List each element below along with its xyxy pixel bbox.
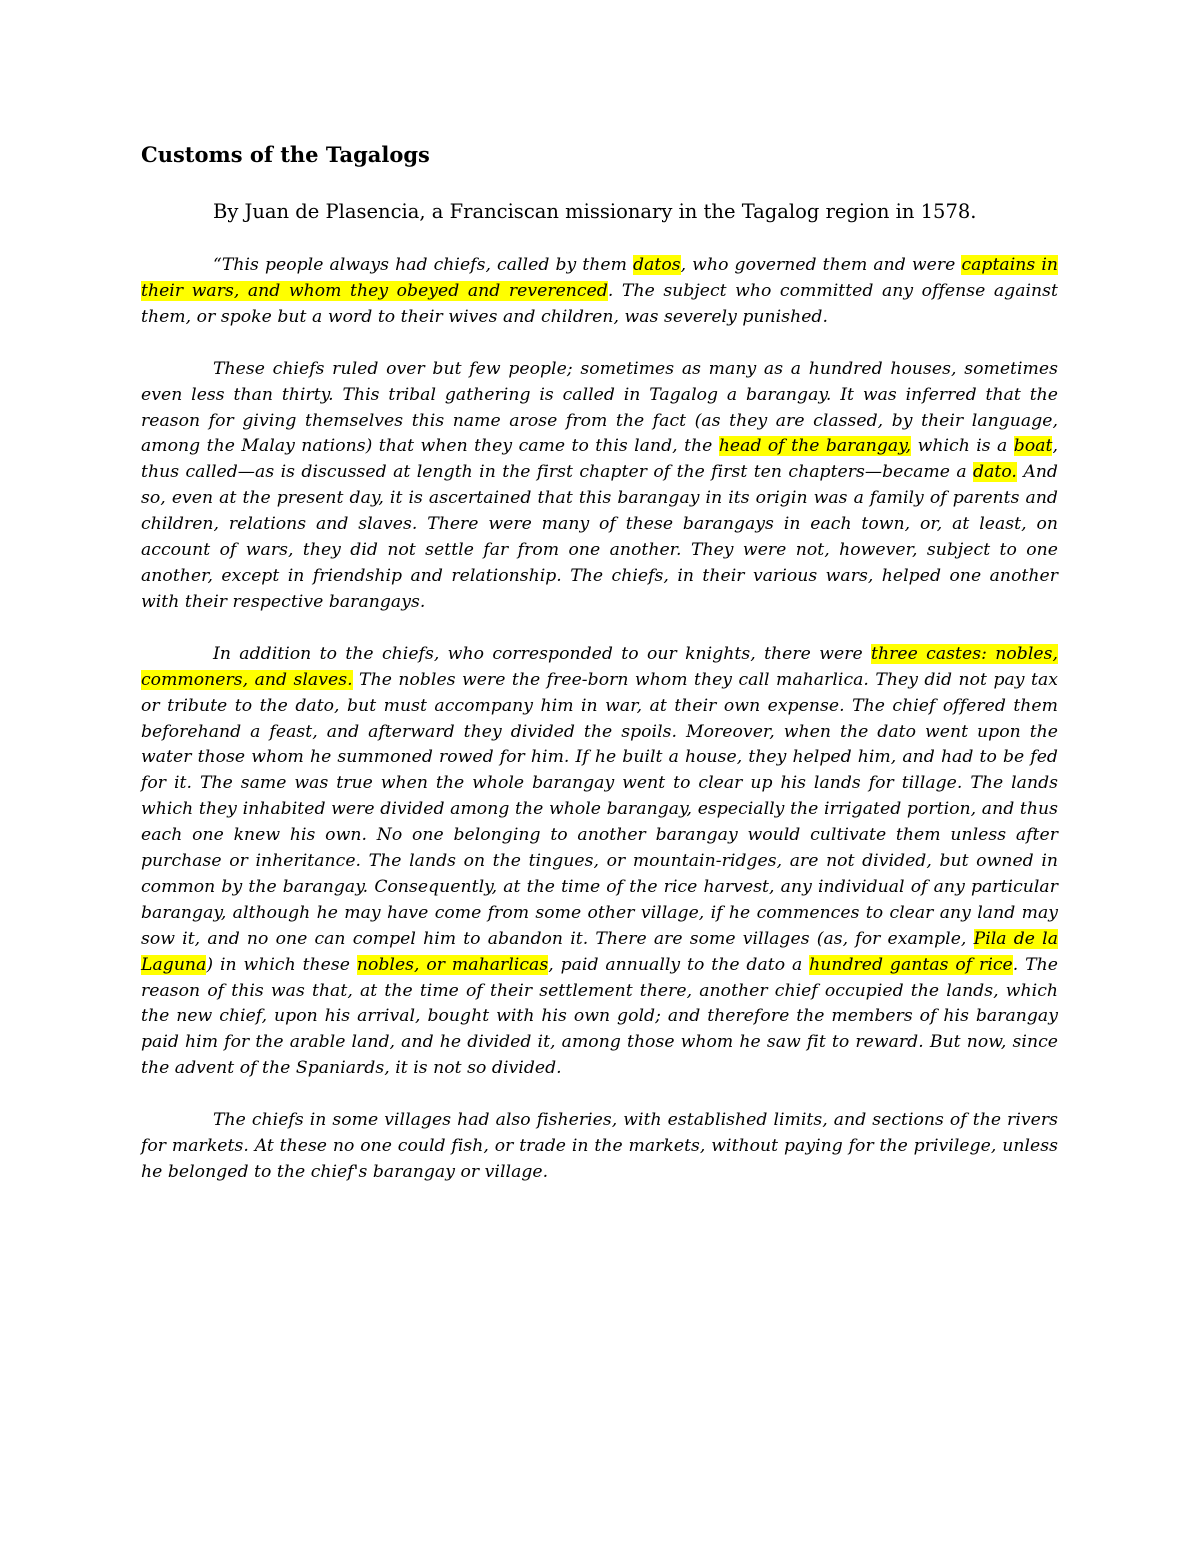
text-segment: , who governed them and were	[680, 255, 962, 275]
text-segment: “This people always had chiefs, called by them	[213, 255, 634, 275]
highlighted-text: hundred gantas of rice	[809, 954, 1013, 975]
text-segment: . The subject who committed any offense against them, or spoke but a word to their wives and children, was severely punished.	[141, 280, 1058, 327]
highlighted-text: three castes: nobles, commoners, and slaves.	[141, 643, 1058, 690]
highlighted-text: Pila de la Laguna	[141, 928, 1058, 975]
text-segment: The nobles were the free-born whom they call maharlica. They did not pay tax or tribute to the dato, but must accompany him in war, at their own expense. The chief offered them beforehand a feast, and afterward they divided the spoils. Moreover, when the dato went upon the water those whom he summoned rowed for him. If he built a house, they helped him, and had to be fed for it. The same was true when the whole barangay went to clear up his lands for tillage. The lands which they inhabited were divided among the whole barangay, especially the irrigated portion, and thus each one knew his own. No one belonging to another barangay would cultivate them unless after purchase or inheritance. The lands on the tingues, or mountain-ridges, are not divided, but owned in common by the barangay. Consequently, at the time of the rice harvest, any individual of any particular barangay, although he may have come from some other village, if he commences to clear any land may sow it, and no one can compel him to abandon it. There are some villages (as, for example,	[141, 669, 1059, 949]
text-segment: These chiefs ruled over but few people; sometimes as many as a hundred houses, sometimes even less than thirty. This tribal gathering is called in Tagalog a barangay. It was inferred that the reason for giving themselves this name arose from the fact (as they are classed, by their language, among the Malay nations) that when they came to this land, the	[141, 358, 1058, 457]
text-segment: ) in which these	[206, 954, 357, 975]
document-body	[141, 138, 1058, 1186]
text-segment: which is a	[911, 436, 1014, 457]
highlighted-text: datos	[633, 255, 681, 275]
paragraph-1	[141, 253, 1058, 331]
document-title: Customs of the Tagalogs	[141, 142, 430, 167]
text-segment: And so, even at the present day, it is ascertained that this barangay in its origin was a family of parents and children, relations and slaves. There were many of these barangays in each town, or, at least, on account of wars, they did not settle far from one another. They were not, however, subject to one another, except in friendship and relationship. The chiefs, in their various wars, helped one another with their respective barangays.	[141, 462, 1058, 612]
paragraph-4	[141, 1108, 1058, 1186]
text-segment: In addition to the chiefs, who corresponded to our knights, there were	[213, 643, 872, 664]
text-segment: The chiefs in some villages had also fisheries, with established limits, and sections of the rivers for markets. At these no one could fish, or trade in the markets, without paying for the privilege, unless he belonged to the chief's barangay or village.	[141, 1110, 1058, 1182]
paragraph-2	[141, 357, 1058, 616]
highlighted-text: dato.	[973, 462, 1017, 483]
highlighted-text: nobles, or maharlicas	[356, 954, 549, 975]
highlighted-text: head of the barangay,	[718, 436, 912, 457]
text-segment: . The reason of this was that, at the time of their settlement there, another chief occupied the lands, which the new chief, upon his arrival, bought with his own gold; and therefore the members of his barangay paid him for the arable land, and he divided it, among those whom he saw fit to reward. But now, since the advent of the Spaniards, it is not so divided.	[141, 954, 1058, 1079]
document-byline: By Juan de Plasencia, a Franciscan missionary in the Tagalog region in 1578.	[213, 200, 977, 223]
highlighted-text: captains in their wars, and whom they obeyed and reverenced	[141, 255, 1058, 301]
highlighted-text: boat	[1013, 436, 1053, 457]
text-segment: , thus called—as is discussed at length in the first chapter of the first ten chapters—became a	[141, 436, 1058, 483]
text-segment: , paid annually to the dato a	[548, 954, 810, 975]
paragraph-3	[141, 642, 1058, 1082]
